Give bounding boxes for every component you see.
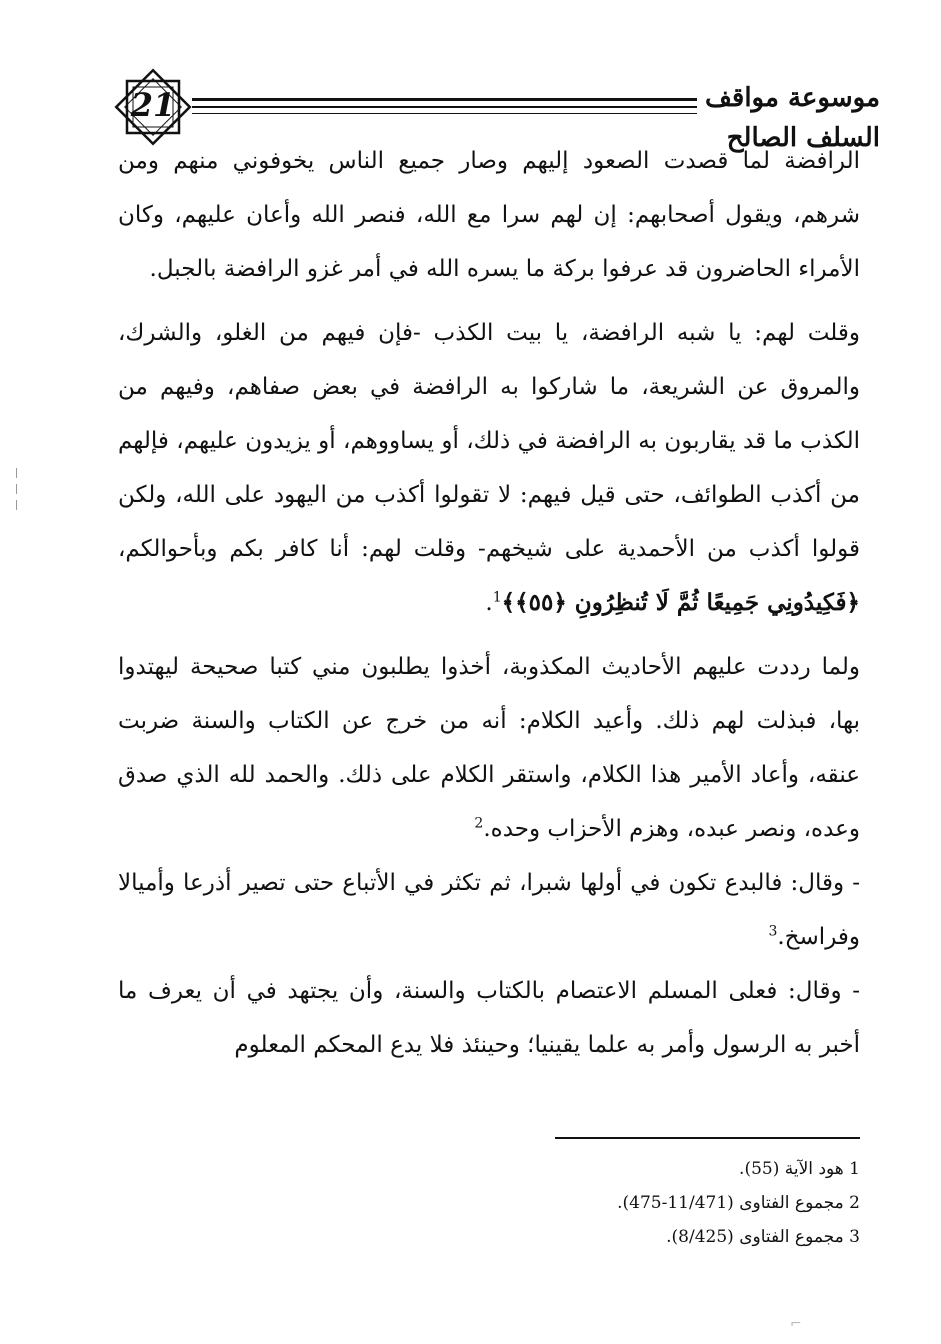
- footnote-ref: 3: [768, 923, 778, 940]
- paragraph: وقلت لهم: يا شبه الرافضة، يا بيت الكذب -فإن فيهم من الغلو، والشرك، والمروق عن الشريعة، ما شاركوا به الرافضة في بعض صفاهم، وفيهم من الكذب ما قد يقاربون به الرافضة في ذلك، أو يساووهم، أو يزيدون عليهم، فإلهم من أكذب الطوائف، حتى قيل فيهم: لا تقولوا أكذب من اليهود على الله، ولكن قولوا أكذب من الأحمدية على شيخهم- وقلت لهم: أنا كافر بكم وبأحوالكم، ﴿فَكِيدُونِي جَمِيعًا ثُمَّ لَا تُنظِرُونِ ﴿٥٥﴾﴾$^1$.: [118, 320, 860, 616]
- main-text: [118, 134, 860, 1072]
- header-rule: [192, 106, 697, 108]
- footnotes: [500, 1152, 860, 1254]
- footnote: 2 مجموع الفتاوى (11/471-475).: [617, 1193, 860, 1213]
- quran-verse: ﴿فَكِيدُونِي جَمِيعًا ثُمَّ لَا تُنظِرُونِ ﴿٥٥﴾﴾: [501, 589, 860, 616]
- footnote: 3 مجموع الفتاوى (8/425).: [666, 1227, 860, 1247]
- header-rule: [192, 98, 697, 101]
- scan-artifact: [16, 462, 24, 532]
- paragraph: الرافضة لما قصدت الصعود إليهم وصار جميع الناس يخوفوني منهم ومن شرهم، ويقول أصحابهم: إن لهم سرا مع الله، فنصر الله وأعان عليهم، وكان الأمراء الحاضرون قد عرفوا بركة ما يسره الله في أمر غزو الرافضة بالجبل.: [118, 148, 860, 282]
- footnote-ref: 2: [474, 815, 484, 832]
- footnote-ref: 1: [492, 589, 502, 606]
- paragraph: - وقال: فالبدع تكون في أولها شبرا، ثم تكثر في الأتباع حتى تصير أذرعا وأميالا وفراسخ.$^3$: [118, 870, 860, 950]
- header-rule: [192, 113, 697, 114]
- book-title: موسوعة مواقف السلف الصالح: [704, 83, 880, 153]
- scan-artifact: ⌐: [790, 1316, 802, 1332]
- paragraph: ولما رددت عليهم الأحاديث المكذوبة، أخذوا يطلبون مني كتبا صحيحة ليهتدوا بها، فبذلت لهم ذلك. وأعيد الكلام: أنه من خرج عن الكتاب والسنة ضربت عنقه، وأعاد الأمير هذا الكلام، واستقر الكلام على ذلك. والحمد لله الذي صدق وعده، ونصر عبده، وهزم الأحزاب وحده.$^2$: [118, 654, 860, 842]
- footnote-separator: [555, 1137, 860, 1139]
- page-number: 21: [130, 86, 176, 124]
- paragraph: - وقال: فعلى المسلم الاعتصام بالكتاب والسنة، وأن يجتهد في أن يعرف ما أخبر به الرسول وأمر به علما يقينيا؛ وحينئذ فلا يدع المحكم المعلوم: [118, 978, 860, 1058]
- footnote: 1 هود الآية (55).: [739, 1159, 860, 1179]
